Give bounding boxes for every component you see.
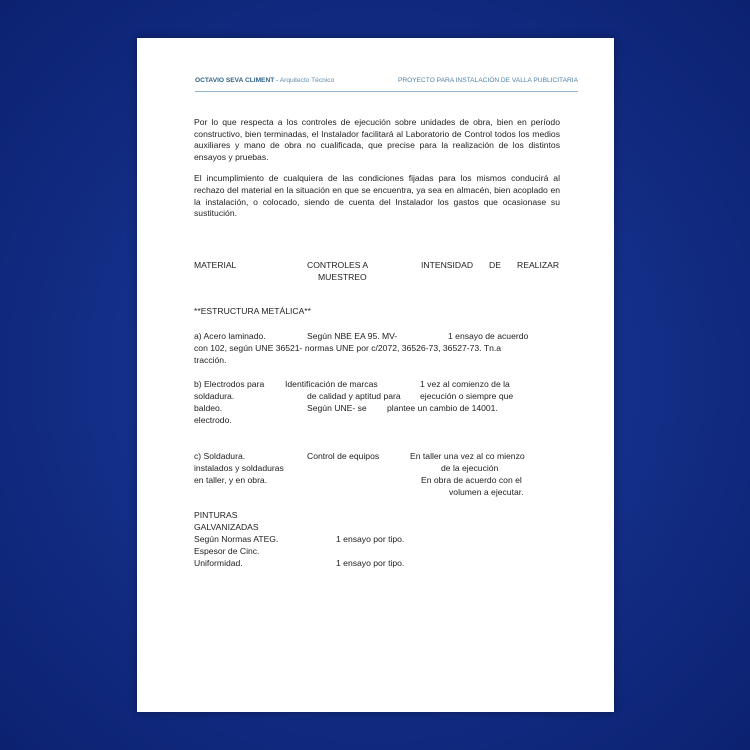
pinturas-row3-value: 1 ensayo por tipo. [336,558,405,568]
pinturas-title: PINTURAS [194,510,238,520]
col-header-muestreo: MUESTREO [318,272,367,282]
col-header-material: MATERIAL [194,260,237,270]
paragraph-controls: Por lo que respecta a los controles de ejecución sobre unidades de obra, bien en período constructivo, bien terminadas, el Instalador facilitará al Laboratorio de Control todos los medios auxiliares y mano de obra no cualificada, que precise para la realización de los distintos ensayos y pruebas. [194,117,560,162]
item-b-control: Identificación de marcas [285,379,378,389]
paragraph-incumplimiento: El incumplimiento de cualquiera de las condiciones fijadas para los mismos conducirá al rechazo del material en la situación en que se encuentra, ya sea en almacén, bien acoplado en la instalación, o colocado, siendo de cuenta del Instalador los gastos que ocasionase su sustitución. [194,173,560,219]
item-a-label: a) Acero laminado. [194,331,266,341]
item-c-intensity-3: En obra de acuerdo con el [421,475,522,485]
pinturas-row1-label: Según Normas ATEG. [194,534,279,544]
item-a-intensity: 1 ensayo de acuerdo [448,331,529,341]
item-b-intensity: 1 vez al comienzo de la [420,379,510,389]
item-a-line2: con 102, según UNE 36521- normas UNE por c/2072, 36526-73, 36527-73. Tn.a [194,343,502,353]
item-b-label-4: electrodo. [194,415,232,425]
item-b-intensity-2: ejecución o siempre que [420,391,514,401]
item-c-intensity: En taller una vez al co mienzo [410,451,525,461]
item-c-intensity-2: de la ejecución [441,463,499,473]
pinturas-row2-label: Espesor de Cinc. [194,546,260,556]
col-header-intensidad: INTENSIDAD [421,260,474,270]
item-a-line3: tracción. [194,355,227,365]
item-b-control-3: Según UNE- se [307,403,367,413]
item-c-label-3: en taller, y en obra. [194,475,268,485]
item-b-control-2: de calidad y aptitud para [307,391,401,401]
header-author-block [195,77,334,84]
col-header-de: DE [489,260,501,270]
item-c-intensity-4: volumen a ejecutar. [449,487,524,497]
pinturas-row1-value: 1 ensayo por tipo. [336,534,405,544]
page-header [195,77,578,92]
document-body [194,117,560,230]
col-header-controles: CONTROLES A [307,260,369,270]
item-b-label: b) Electrodos para [194,379,265,389]
item-b-label-3: baldeo. [194,403,223,413]
project-title: PROYECTO PARA INSTALACIÓN DE VALLA PUBLICITARIA [397,77,578,84]
galvanizadas-title: GALVANIZADAS [194,522,259,532]
pinturas-row3-label: Uniformidad. [194,558,243,568]
author-role: Arquitecto Técnico [279,77,335,84]
document-page [137,38,614,712]
item-c-control: Control de equipos [307,451,380,461]
item-c-label-2: instalados y soldaduras [194,463,284,473]
item-b-label-2: soldadura. [194,391,235,401]
section-title-estructura: **ESTRUCTURA METÁLICA** [194,306,311,316]
author-name: OCTAVIO SEVA CLIMENT [195,77,275,84]
item-b-intensity-3: plantee un cambio de 14001. [387,403,498,413]
item-c-label: c) Soldadura. [194,451,246,461]
item-a-control: Según NBE EA 95. MV- [307,331,398,341]
header-separator: - [274,77,280,84]
col-header-realizar: REALIZAR [517,260,560,270]
